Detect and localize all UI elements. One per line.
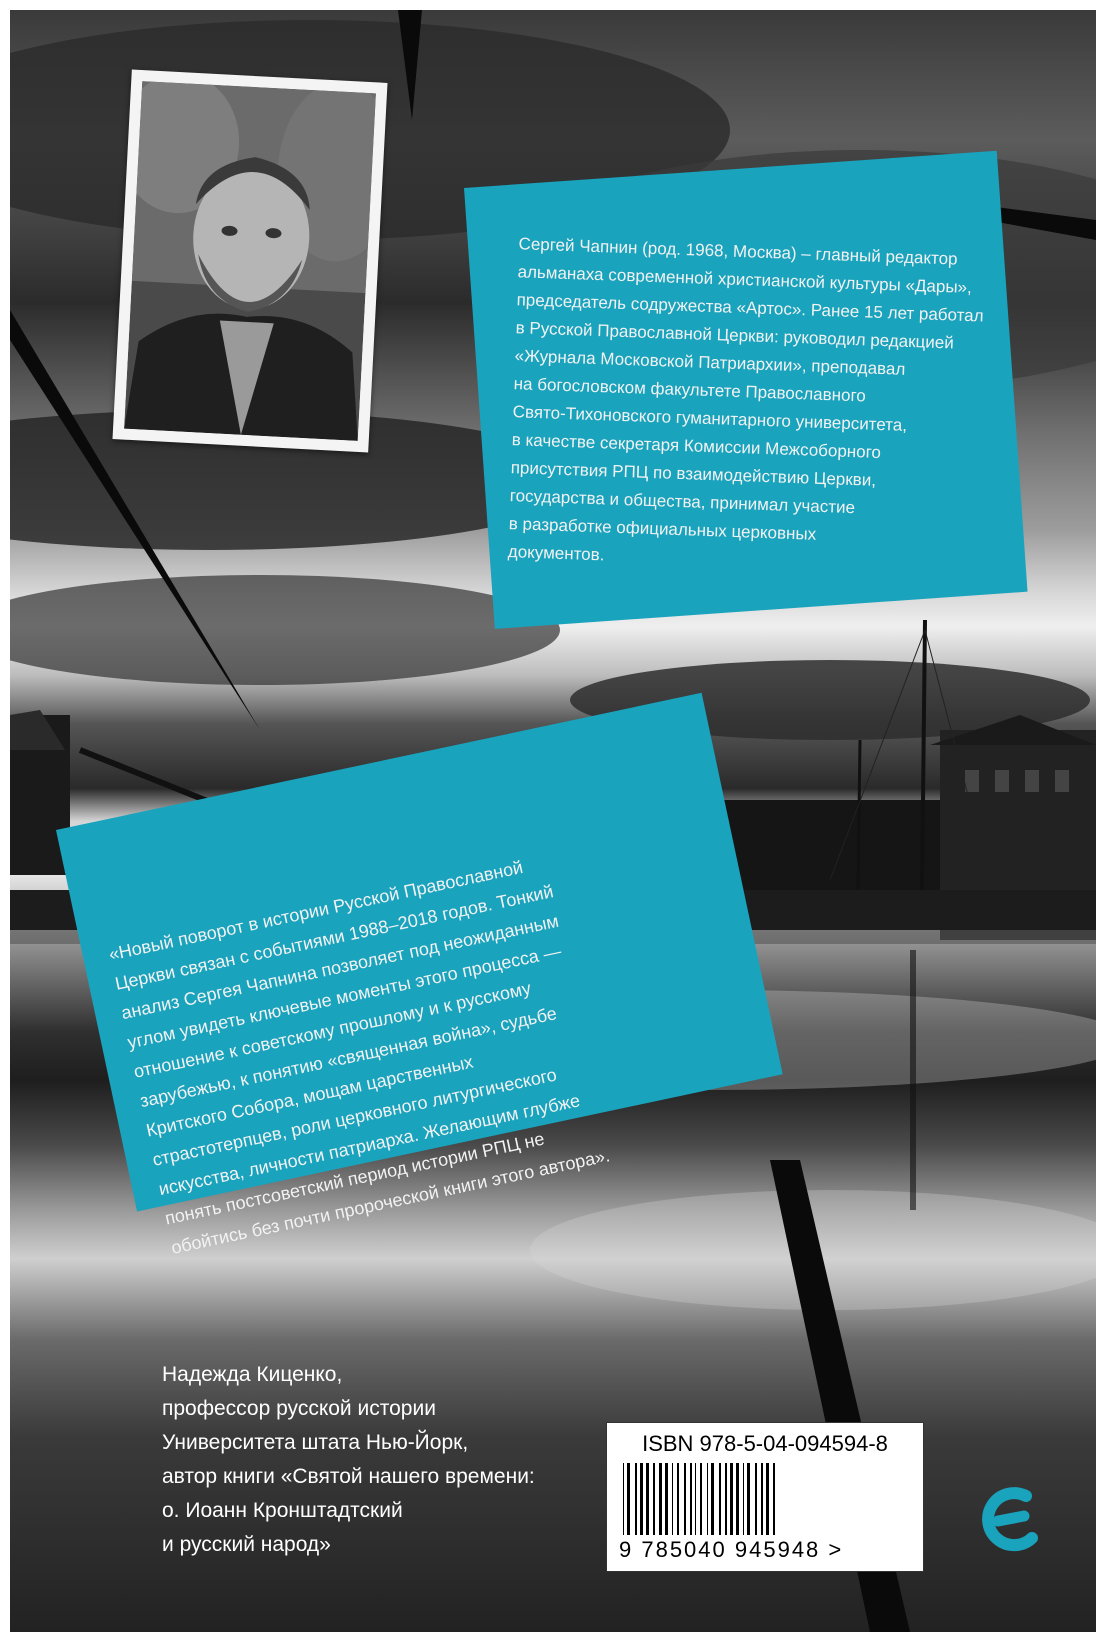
book-back-cover: [10, 10, 1096, 1632]
author-bio-panel: [464, 151, 1028, 629]
author-photo-frame: [112, 70, 387, 453]
ean-digits: 9 785040 945948 >: [619, 1537, 844, 1562]
review-quote-text: «Новый поворот в истории Русской Православной Церкви связан с событиями 1988–2018 годов. Тонкий анализ Сергея Чапнина позволяет под неожиданным углом увидеть ключевые моменты этого процесса — отношение к советскому прошлому и к русскому зарубежью, к понятию «священная война», судьбе Критского Собора, мощам царственных страстотерпцев, роли церковного литургического искусства, личности патриарха. Желающим глубже понять постсоветский период истории РПЦ не обойтись без почти пророческой книги этого автора».: [107, 857, 612, 1258]
eksmo-e-logo-icon: [976, 1476, 1044, 1566]
author-photo: [124, 81, 376, 441]
barcode-bars: [621, 1463, 909, 1535]
isbn-barcode: [606, 1422, 924, 1572]
quote-attribution: Надежда Киценко, профессор русской истории Университета штата Нью-Йорк, автор книги «Святой нашего времени: о. Иоанн Кронштадтский и русский народ»: [162, 1363, 535, 1556]
author-bio-text: Сергей Чапнин (род. 1968, Москва) – главный редактор альманаха современной христианской культуры «Дары», председатель содружества «Артос». Ранее 15 лет работал в Русской Православной Церкви: руководил редакцией «Журнала Московской Патриархии», преподавал на богословском факультете Православного Свято-Тихоновского гуманитарного университета, в качестве секретаря Комиссии Межсоборного присутствия РПЦ по взаимодействию Церкви, государства и общества, принимал участие в разработке официальных церковных документов.: [507, 234, 984, 565]
isbn-label: ISBN 978-5-04-094594-8: [642, 1431, 888, 1456]
